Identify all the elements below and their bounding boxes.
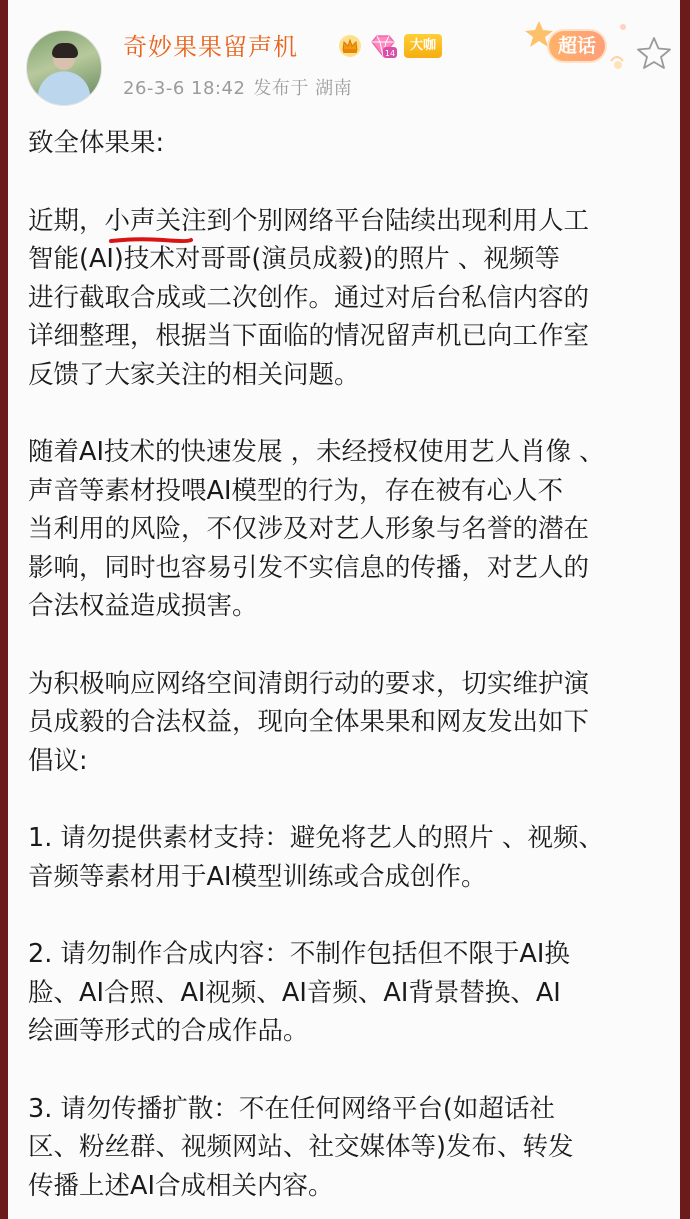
post-item-1: 1. 请勿提供素材支持：避免将艺人的照片 、视频、 音频等素材用于AI模型训练或合成创作。 [28,823,605,892]
post-paragraph-intro: 近期，小声关注到个别网络平台陆续出现利用人工 智能(AI)技术对哥哥(演员成毅)的照片 、视频等 进行截取合成或二次创作。通过对后台私信内容的 详细整理，根据当下面临的情况留声机已向工作室 反馈了大家关注的相关问题。 [28,205,590,390]
supertopic-label: 超话 [549,31,605,61]
post-header [8,0,680,116]
post-meta [123,77,352,101]
author-badges [338,33,442,59]
post-body [28,124,678,1219]
avatar[interactable] [26,30,102,106]
crown-icon[interactable] [338,34,362,58]
post-time: 26-3-6 18:42 [123,78,246,99]
bigshot-badge[interactable]: 大咖 [404,34,442,58]
star-outline-icon[interactable] [636,36,672,70]
post-salutation: 致全体果果: [28,128,165,158]
avatar-hair [52,43,78,58]
post-paragraph-risk: 随着AI技术的快速发展 ，未经授权使用艺人肖像 、 声音等素材投喂AI模型的行为，存在被有心人不 当利用的风险，不仅涉及对艺人形象与名誉的潜在 影响，同时也容易引发不实信息的传播，对艺人的 合法权益造成损害。 [28,437,605,621]
supertopic-button[interactable] [523,17,633,75]
post-card [8,0,680,1219]
post-paragraph-call: 为积极响应网络空间清朗行动的要求，切实维护演 员成毅的合法权益，现向全体果果和网友发出如下 倡议: [28,668,590,776]
post-item-2: 2. 请勿制作合成内容：不制作包括但不限于AI换 脸、AI合照、AI视频、AI音频、AI背景替换、AI 绘画等形式的合成作品。 [28,939,570,1046]
post-location: 发布于 湖南 [253,78,353,99]
diamond-icon[interactable] [368,33,398,59]
diamond-level: 14 [384,49,396,58]
post-item-3: 3. 请勿传播扩散：不在任何网络平台(如超话社 区、粉丝群、视频网站、社交媒体等)发布、转发 传播上述AI合成相关内容。 [28,1093,574,1201]
red-underline-mark [108,234,194,246]
author-name[interactable]: 奇妙果果留声机 [123,33,298,61]
